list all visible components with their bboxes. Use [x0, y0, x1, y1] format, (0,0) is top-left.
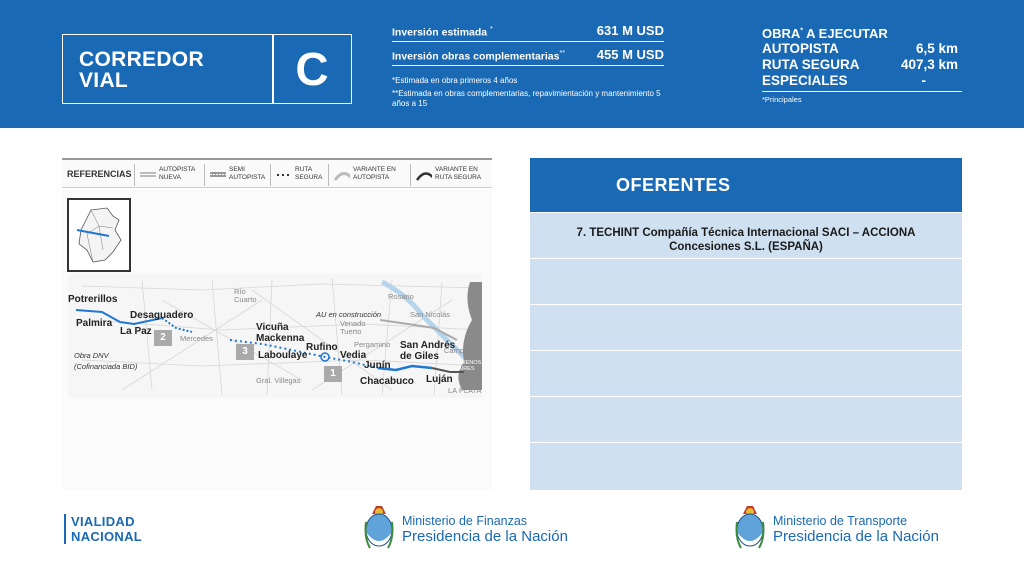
estimated-investment-value: 631 M USD: [596, 23, 664, 38]
new-highway-symbol: [140, 172, 156, 177]
map-label-buenos-aires: BUENOS AIRES: [458, 360, 482, 372]
argentina-coat-of-arms-icon: [733, 502, 767, 554]
works-title: OBRA* A EJECUTAR: [762, 26, 888, 41]
city-label-vedia: Vedia: [340, 350, 367, 361]
city-label-palmira: Palmira: [76, 318, 113, 329]
bidder-row: [530, 442, 962, 490]
investment-note-1: *Estimada en obra primeros 4 años: [392, 76, 518, 85]
works-block: [762, 26, 962, 104]
complementary-investment-value: 455 M USD: [596, 47, 664, 62]
bidders-title: OFERENTES: [616, 175, 731, 195]
ministry-name: Ministerio de Finanzas: [402, 514, 528, 528]
legend-item-safe-route: [270, 164, 328, 186]
complementary-investment-row: [392, 48, 664, 66]
city-label-chacabuco: Chacabuco: [360, 376, 414, 387]
section-badge-2: 2: [154, 330, 172, 346]
references-title: REFERENCIAS: [67, 169, 132, 179]
ministry-presidency: Presidencia de la Nación: [773, 528, 939, 545]
section-badge-3: 3: [236, 344, 254, 360]
map-label-rio-cuarto: Río Cuarto: [234, 287, 257, 304]
map-label-pergamino: Pergamino: [354, 340, 391, 349]
corridor-letter: C: [295, 43, 329, 95]
header-banner: [0, 0, 1024, 128]
bidder-row: [530, 304, 962, 350]
section-badge-1: 1: [324, 366, 342, 382]
route-map: [62, 190, 492, 490]
vialidad-accent-bar: [64, 514, 66, 544]
legend-label: VARIANTE EN AUTOPISTA: [353, 166, 396, 181]
safe-route-dotted-symbol: [276, 172, 292, 177]
map-label-rosario: Rosario: [388, 292, 414, 301]
references-legend: [62, 158, 492, 188]
city-label-junin: Junín: [364, 360, 391, 371]
works-value: 6,5 km: [915, 41, 958, 56]
city-label-desaguadero: Desaguadero: [130, 310, 194, 321]
works-divider: [762, 91, 962, 92]
bidder-row: [530, 212, 962, 258]
legend-label: RUTA SEGURA: [295, 166, 323, 181]
legend-label: SEMI AUTOPISTA: [229, 166, 266, 181]
works-row-autopista: [762, 41, 962, 57]
works-label: AUTOPISTA: [762, 41, 839, 56]
estimated-investment-label: Inversión estimada *: [392, 25, 493, 38]
corridor-title: CORREDOR VIAL: [79, 48, 204, 92]
corridor-box: [62, 34, 352, 104]
ministry-finance-logo: [362, 502, 602, 556]
investment-note-2: **Estimada en obras complementarias, repavimientación y mantenimiento 5 años a 15: [392, 89, 661, 108]
map-label-mercedes: Mercedes: [180, 334, 213, 343]
city-label-la-paz: La Paz: [120, 326, 152, 337]
map-label-campana: Campana: [444, 346, 477, 355]
city-label-laboulaye: Laboulaye: [258, 350, 308, 361]
works-value: 407,3 km: [900, 57, 958, 72]
map-label-venado-tuerto: Venado Tuerto: [340, 319, 366, 336]
works-row-especiales: [762, 73, 962, 89]
works-row-ruta-segura: [762, 57, 962, 73]
city-label-rufino: Rufino: [306, 342, 338, 353]
bidders-table: [530, 158, 962, 490]
bidder-name: 7. TECHINT Compañía Técnica Internacional SACI – ACCIONA Concesiones S.L. (ESPAÑA): [576, 227, 916, 253]
map-note-obra-dnv: Obra DNV (Cofinanciada BID): [74, 351, 138, 371]
bidder-row: [530, 350, 962, 396]
works-note: *Principales: [762, 95, 802, 104]
safe-route-variant-arc-symbol: [416, 169, 432, 181]
bidders-header: [530, 158, 962, 212]
semi-highway-symbol: [210, 172, 226, 177]
city-label-vicuna-mackenna: Vicuña Mackenna: [256, 322, 305, 344]
works-value: -: [921, 73, 926, 88]
legend-item-highway-variant: [328, 164, 410, 186]
argentina-coat-of-arms-icon: [362, 502, 396, 554]
works-label: RUTA SEGURA: [762, 57, 860, 72]
legend-item-safe-route-variant: [410, 164, 492, 186]
works-label: ESPECIALES: [762, 73, 848, 88]
highway-variant-arc-symbol: [334, 169, 350, 181]
map-label-san-nicolas: San Nicolás: [410, 310, 451, 319]
ministry-presidency: Presidencia de la Nación: [402, 528, 568, 545]
vialidad-nacional-logo: VIALIDAD NACIONAL: [71, 514, 143, 544]
ministry-transport-logo: [733, 502, 973, 556]
bidder-row: [530, 258, 962, 304]
city-label-lujan: Luján: [426, 374, 453, 385]
city-label-san-andres-de-giles: San Andrés de Giles: [400, 340, 456, 362]
estimated-investment-row: [392, 24, 664, 42]
ministry-name: Ministerio de Transporte: [773, 514, 908, 528]
legend-label: AUTOPISTA NUEVA: [159, 166, 196, 181]
map-label-gral-villegas: Gral. Villegas: [256, 376, 301, 385]
legend-label: VARIANTE EN RUTA SEGURA: [435, 166, 482, 181]
map-label-la-plata: LA PLATA: [448, 386, 482, 395]
bidder-row: [530, 396, 962, 442]
complementary-investment-label: Inversión obras complementarias**: [392, 49, 565, 62]
map-note-au-construccion: AU en construcción: [316, 310, 382, 319]
legend-item-new-highway: [134, 164, 204, 186]
legend-item-semi-highway: [204, 164, 270, 186]
city-label-potrerillos: Potrerillos: [68, 294, 118, 305]
